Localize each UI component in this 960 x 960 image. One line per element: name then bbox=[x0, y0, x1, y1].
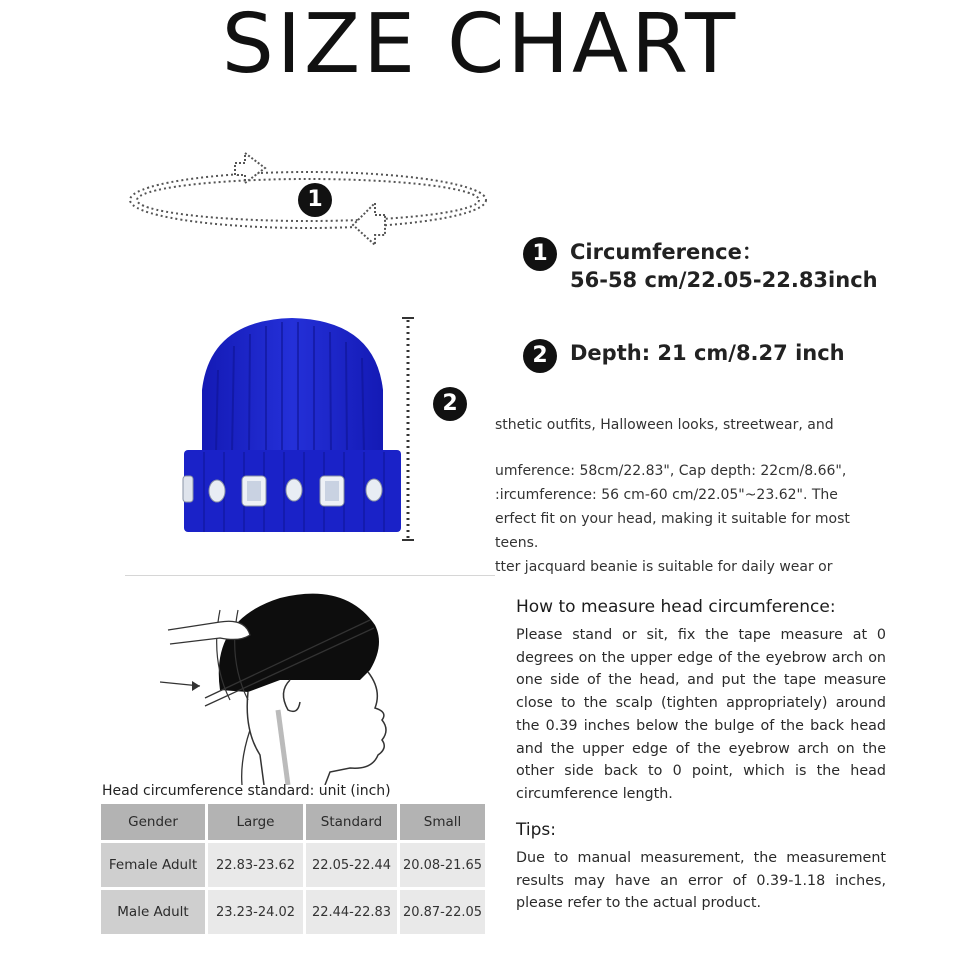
background-text-line: :ircumference: 56 cm-60 cm/22.05"~23.62". The bbox=[495, 487, 838, 503]
depth-spec-marker-badge: 2 bbox=[523, 339, 557, 373]
background-text-line: sthetic outfits, Halloween looks, streetwear, and bbox=[495, 417, 834, 433]
row-header: Female Adult bbox=[101, 843, 205, 887]
table-cell: 22.05-22.44 bbox=[306, 843, 397, 887]
table-cell: 23.23-24.02 bbox=[208, 890, 303, 934]
how-to-measure-title: How to measure head circumference: bbox=[516, 597, 836, 617]
background-text-line: teens. bbox=[495, 535, 539, 551]
tips-body: Due to manual measurement, the measurement results may have an error of 0.39-1.18 inches, please refer to the actual product. bbox=[516, 850, 886, 912]
table-row bbox=[101, 843, 485, 887]
depth-marker-badge: 2 bbox=[433, 387, 467, 421]
ring-marker-badge: 1 bbox=[298, 183, 332, 217]
divider bbox=[125, 575, 495, 576]
table-cell: 20.87-22.05 bbox=[400, 890, 485, 934]
column-header: Standard bbox=[306, 804, 397, 840]
beanie-image bbox=[180, 310, 405, 540]
page-title: SIZE CHART bbox=[221, 0, 739, 92]
column-header: Gender bbox=[101, 804, 205, 840]
table-header-row bbox=[101, 804, 485, 840]
size-table bbox=[98, 801, 488, 937]
background-text-line: tter jacquard beanie is suitable for daily wear or bbox=[495, 559, 833, 575]
column-header: Large bbox=[208, 804, 303, 840]
depth-dotted-line bbox=[398, 316, 418, 542]
table-cell: 22.44-22.83 bbox=[306, 890, 397, 934]
circumference-label: Circumference： bbox=[570, 240, 763, 264]
circumference-value: 56-58 cm/22.05-22.83inch bbox=[570, 268, 878, 292]
tips-title: Tips: bbox=[516, 820, 556, 840]
background-text-line: umference: 58cm/22.83", Cap depth: 22cm/8.66", bbox=[495, 463, 847, 479]
how-to-measure-body: Please stand or sit, fix the tape measure at 0 degrees on the upper edge of the eyebrow arch on one side of the head, and put the tape measure close to the scalp (tighten appropriately) around the 0.39 inches below the bulge of the back head and the upper edge of the eyebrow arch on the other side back to 0 point, which is the head circumference length. bbox=[516, 627, 886, 802]
row-header: Male Adult bbox=[101, 890, 205, 934]
column-header: Small bbox=[400, 804, 485, 840]
table-row bbox=[101, 890, 485, 934]
table-cell: 22.83-23.62 bbox=[208, 843, 303, 887]
background-text-line: erfect fit on your head, making it suitable for most bbox=[495, 511, 850, 527]
table-cell: 20.08-21.65 bbox=[400, 843, 485, 887]
circumference-marker-badge: 1 bbox=[523, 237, 557, 271]
depth-label: Depth: 21 cm/8.27 inch bbox=[570, 341, 845, 365]
head-silhouette-illustration bbox=[160, 580, 440, 785]
size-table-caption: Head circumference standard: unit (inch) bbox=[102, 783, 391, 799]
